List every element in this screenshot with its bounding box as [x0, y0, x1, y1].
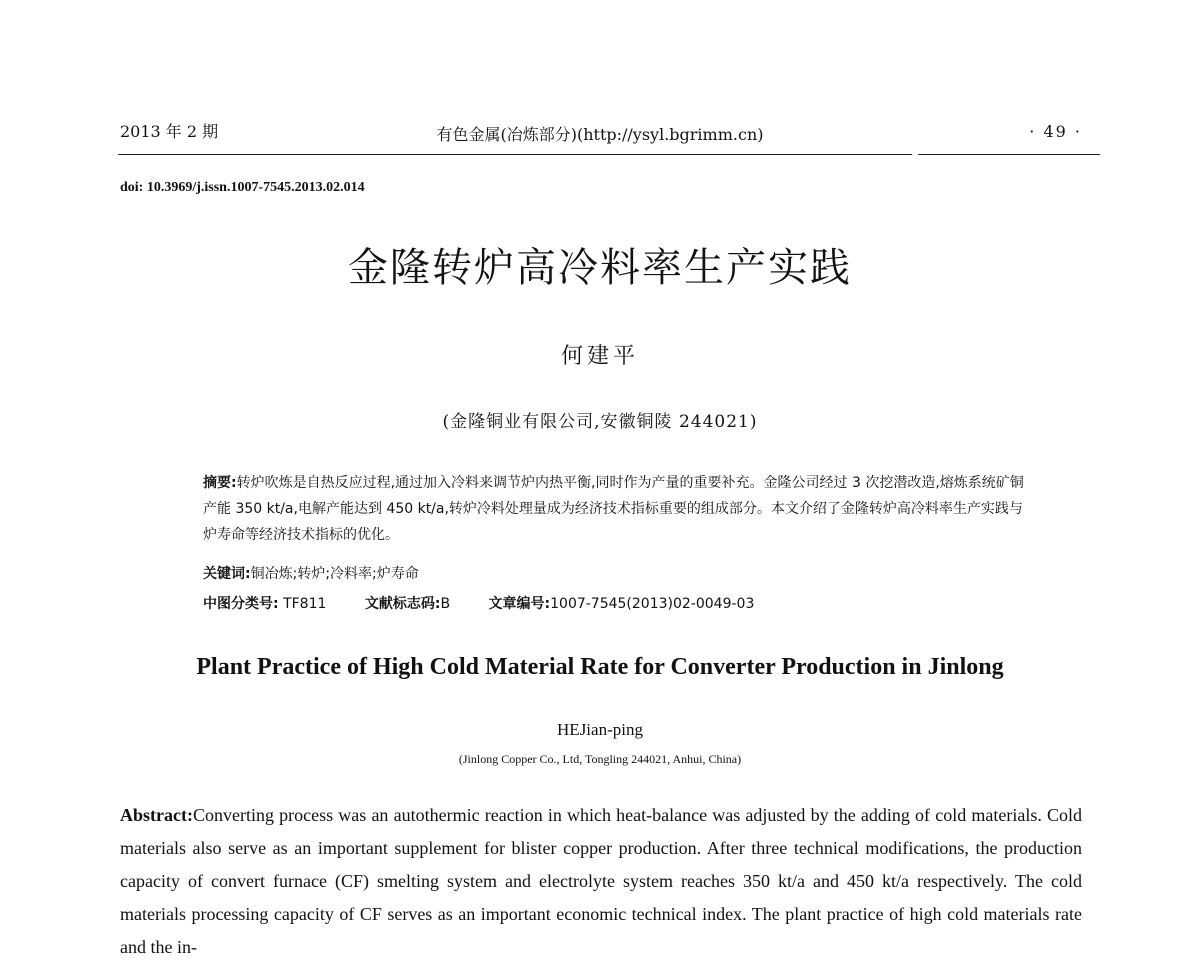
abstract-en-text: Converting process was an autothermic reaction in which heat-balance was adjusted by the adding of cold materials. Cold materials also serve as an important supplement for blister copper production. After three technical modifications, the production capacity of convert furnace (CF) smelting system and electrolyte system reaches 350 kt/a and 450 kt/a respectively. The cold materials processing capacity of CF serves as an important economic technical index. The plant practice of high cold materials rate and the in- [120, 805, 1082, 957]
affiliation-en: (Jinlong Copper Co., Ltd, Tongling 244021, Anhui, China) [458, 752, 742, 766]
article-no-label: 文章编号: [488, 596, 551, 612]
affiliation-cn: (金隆铜业有限公司,安徽铜陵 244021) [442, 412, 758, 432]
doc-code-label: 文献标志码: [364, 596, 441, 612]
abstract-en [120, 799, 1082, 964]
keywords-cn-label: 关键词: [203, 566, 251, 582]
running-header-journal: 有色金属(冶炼部分)(http://ysyl.bgrimm.cn) [436, 125, 764, 144]
abstract-cn-text: 转炉吹炼是自热反应过程,通过加入冷料来调节炉内热平衡,同时作为产量的重要补充。金隆公司经过 3 次挖潜改造,熔炼系统矿铜产能 350 kt/a,电解产能达到 450 kt/a,转炉冷料处理量成为经济技术指标重要的组成部分。本文介绍了金隆转炉高冷料率生产实践与炉寿命等经济技术指标的优化。 [203, 475, 1024, 543]
header-rule-left [118, 154, 346, 155]
keywords-cn [203, 561, 1033, 587]
abstract-en-label: Abstract: [120, 805, 193, 825]
running-header-issue: 2013 年 2 期 [120, 122, 219, 141]
doc-code-value: B [440, 596, 451, 612]
header-rule-center [346, 154, 912, 155]
paper-title-en: Plant Practice of High Cold Material Rate for Converter Production in Jinlong [196, 654, 1004, 680]
classification-line [203, 591, 1033, 617]
article-no-value: 1007-7545(2013)02-0049-03 [550, 596, 755, 612]
page-number: · 49 · [1029, 122, 1082, 141]
author-en: HEJian-ping [557, 720, 643, 739]
abstract-cn [203, 470, 1033, 548]
author-cn: 何建平 [560, 344, 639, 369]
doi: doi: 10.3969/j.issn.1007-7545.2013.02.014 [120, 180, 365, 195]
abstract-cn-label: 摘要: [203, 475, 237, 491]
header-rule-right [918, 154, 1100, 155]
clc-value: TF811 [283, 596, 327, 612]
paper-title-cn: 金隆转炉高冷料率生产实践 [348, 245, 852, 291]
clc-label: 中图分类号: [203, 596, 279, 612]
keywords-cn-text: 铜冶炼;转炉;冷料率;炉寿命 [250, 566, 419, 582]
